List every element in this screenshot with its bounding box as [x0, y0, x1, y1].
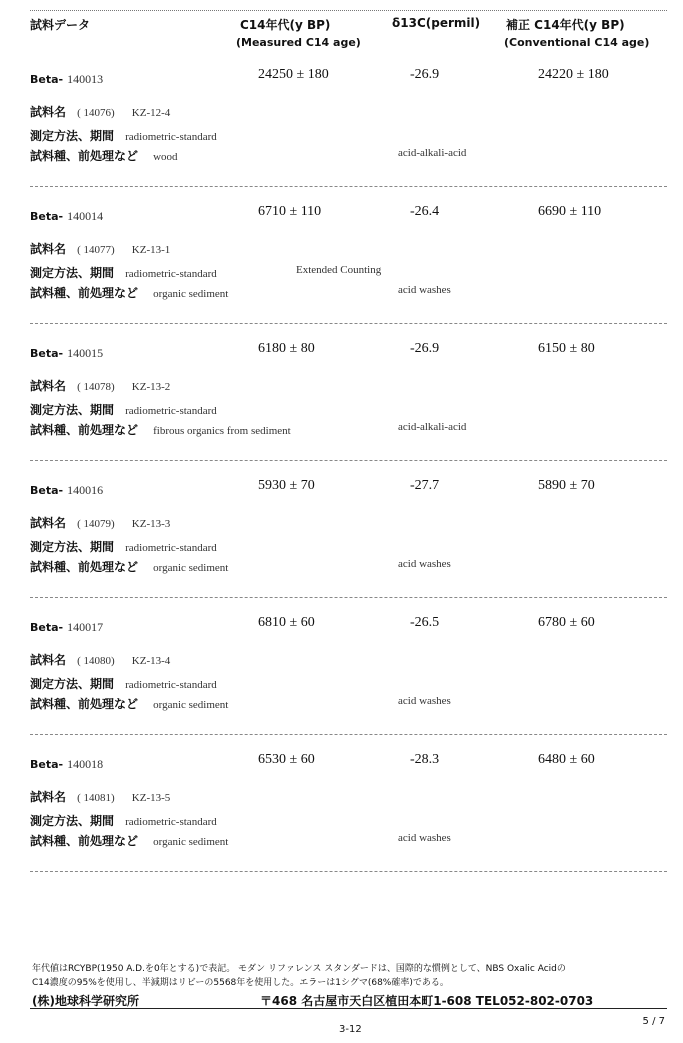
beta-code	[30, 616, 103, 635]
method-row	[30, 399, 217, 418]
material-value: fibrous organics from sediment	[153, 425, 291, 437]
conventional-age-error: 60	[580, 752, 595, 767]
plus-minus: ±	[569, 478, 578, 493]
sample-block	[0, 613, 683, 750]
measured-age-value: 24250	[258, 67, 293, 82]
company-address: 〒468 名古屋市天白区植田本町1-608 TEL052-802-0703	[260, 994, 594, 1008]
plus-minus: ±	[569, 615, 578, 630]
measured-age-error: 110	[300, 204, 322, 219]
conventional-age	[538, 615, 595, 631]
pretreatment-value: acid washes	[398, 832, 451, 844]
header-measured-age: C14年代(y BP)	[240, 18, 331, 32]
beta-prefix: Beta-	[30, 758, 64, 771]
material-value: organic sediment	[153, 836, 229, 848]
sample-name-label: 試料名	[30, 790, 67, 804]
sample-number: ( 14078)	[77, 381, 115, 393]
material-value: wood	[153, 151, 178, 163]
conventional-age-value: 6480	[538, 752, 566, 767]
sample-separator	[30, 186, 667, 187]
method-value: radiometric-standard	[125, 131, 217, 143]
measured-age-value: 5930	[258, 478, 286, 493]
sample-number: ( 14076)	[77, 107, 115, 119]
material-row	[30, 145, 178, 164]
beta-id: 140015	[67, 346, 104, 360]
measured-age-error: 180	[307, 67, 329, 82]
measured-age	[258, 615, 315, 631]
conventional-age-value: 5890	[538, 478, 566, 493]
beta-prefix: Beta-	[30, 484, 64, 497]
sample-block	[0, 202, 683, 339]
sample-number: ( 14079)	[77, 518, 115, 530]
top-rule	[30, 10, 667, 11]
sample-name-label: 試料名	[30, 105, 67, 119]
conventional-age-error: 80	[580, 341, 595, 356]
material-row	[30, 556, 228, 575]
method-value: radiometric-standard	[125, 405, 217, 417]
measured-age	[258, 341, 315, 357]
method-label: 測定方法、期間	[30, 814, 115, 828]
sample-code: KZ-13-5	[131, 792, 171, 804]
material-value: organic sediment	[153, 562, 229, 574]
header-delta13c: δ13C(permil)	[392, 16, 481, 30]
method-label: 測定方法、期間	[30, 540, 115, 554]
material-row	[30, 693, 228, 712]
page-number: 5 / 7	[642, 1016, 665, 1027]
method-row	[30, 262, 217, 281]
method-value: radiometric-standard	[125, 542, 217, 554]
method-row	[30, 536, 217, 555]
pretreatment-value: acid washes	[398, 284, 451, 296]
sample-separator	[30, 597, 667, 598]
sample-block	[0, 750, 683, 887]
material-row	[30, 282, 228, 301]
sample-code: KZ-12-4	[131, 107, 171, 119]
conventional-age	[538, 478, 595, 494]
sample-separator	[30, 460, 667, 461]
sample-code: KZ-13-3	[131, 518, 171, 530]
method-label: 測定方法、期間	[30, 403, 115, 417]
beta-code	[30, 479, 103, 498]
table-header	[0, 0, 683, 60]
conventional-age-error: 180	[587, 67, 609, 82]
material-value: organic sediment	[153, 699, 229, 711]
measured-age	[258, 752, 315, 768]
delta13c-value: -26.5	[410, 615, 440, 630]
material-row	[30, 830, 228, 849]
delta13c-value: -27.7	[410, 478, 440, 493]
conventional-age	[538, 341, 595, 357]
measured-age	[258, 67, 329, 83]
material-label: 試料種、前処理など	[30, 697, 139, 711]
sample-separator	[30, 323, 667, 324]
material-label: 試料種、前処理など	[30, 149, 139, 163]
material-label: 試料種、前処理など	[30, 423, 139, 437]
header-measured-age-en: (Measured C14 age)	[236, 36, 361, 49]
header-conventional-age: 補正 C14年代(y BP)	[506, 18, 625, 32]
beta-prefix: Beta-	[30, 347, 64, 360]
method-row	[30, 810, 217, 829]
measured-age-error: 70	[300, 478, 315, 493]
sample-code: KZ-13-4	[131, 655, 171, 667]
beta-id: 140016	[67, 483, 104, 497]
method-row	[30, 673, 217, 692]
sample-name-row	[30, 786, 170, 805]
material-label: 試料種、前処理など	[30, 286, 139, 300]
sample-name-row	[30, 375, 170, 394]
company-name: (株)地球科学研究所	[32, 994, 139, 1008]
footer-note-line1: 年代値はRCYBP(1950 A.D.を0年とする)で表記。 モダン リファレンス スタンダードは、国際的な慣例として、NBS Oxalic Acidの	[32, 964, 566, 974]
sample-name-label: 試料名	[30, 242, 67, 256]
material-value: organic sediment	[153, 288, 229, 300]
sample-number: ( 14081)	[77, 792, 115, 804]
sample-name-label: 試料名	[30, 379, 67, 393]
beta-id: 140014	[67, 209, 104, 223]
conventional-age-value: 6150	[538, 341, 566, 356]
sample-name-row	[30, 238, 170, 257]
beta-code	[30, 342, 103, 361]
beta-id: 140018	[67, 757, 104, 771]
beta-code	[30, 205, 103, 224]
sample-name-label: 試料名	[30, 653, 67, 667]
method-label: 測定方法、期間	[30, 129, 115, 143]
header-conventional-age-en: (Conventional C14 age)	[504, 36, 650, 49]
footer-rule	[30, 1008, 667, 1009]
plus-minus: ±	[289, 204, 298, 219]
plus-minus: ±	[289, 615, 298, 630]
sample-code: KZ-13-1	[131, 244, 171, 256]
footer-note	[32, 962, 672, 990]
pretreatment-value: acid-alkali-acid	[398, 147, 467, 159]
measured-age-value: 6530	[258, 752, 286, 767]
method-extra: Extended Counting	[296, 264, 382, 276]
measured-age-value: 6180	[258, 341, 286, 356]
method-row	[30, 125, 217, 144]
sample-name-row	[30, 649, 170, 668]
plus-minus: ±	[569, 341, 578, 356]
measured-age	[258, 478, 315, 494]
beta-id: 140017	[67, 620, 104, 634]
conventional-age	[538, 752, 595, 768]
delta13c-value: -26.4	[410, 204, 440, 219]
plus-minus: ±	[569, 752, 578, 767]
delta13c-value: -26.9	[410, 341, 440, 356]
conventional-age-error: 70	[580, 478, 595, 493]
plus-minus: ±	[296, 67, 305, 82]
conventional-age-value: 6780	[538, 615, 566, 630]
pretreatment-value: acid washes	[398, 695, 451, 707]
beta-id: 140013	[67, 72, 104, 86]
conventional-age-error: 110	[580, 204, 602, 219]
sample-code: KZ-13-2	[131, 381, 171, 393]
pretreatment-value: acid washes	[398, 558, 451, 570]
conventional-age-value: 24220	[538, 67, 573, 82]
delta13c-value: -28.3	[410, 752, 440, 767]
sample-name-row	[30, 512, 170, 531]
measured-age-error: 80	[300, 341, 315, 356]
pretreatment-value: acid-alkali-acid	[398, 421, 467, 433]
header-sample-data: 試料データ	[30, 18, 91, 32]
conventional-age-error: 60	[580, 615, 595, 630]
plus-minus: ±	[576, 67, 585, 82]
material-label: 試料種、前処理など	[30, 834, 139, 848]
sample-block	[0, 476, 683, 613]
footer-note-line2: C14濃度の95%を使用し、半減期はリビーの5568年を使用した。エラーは1シグマ(68%確率)である。	[32, 978, 449, 988]
measured-age-error: 60	[300, 752, 315, 767]
measured-age	[258, 204, 321, 220]
material-label: 試料種、前処理など	[30, 560, 139, 574]
sample-name-row	[30, 101, 170, 120]
plus-minus: ±	[289, 478, 298, 493]
beta-prefix: Beta-	[30, 210, 64, 223]
method-value: radiometric-standard	[125, 679, 217, 691]
plus-minus: ±	[289, 341, 298, 356]
delta13c-value: -26.9	[410, 67, 440, 82]
sample-block	[0, 65, 683, 202]
plus-minus: ±	[569, 204, 578, 219]
material-row	[30, 419, 291, 438]
sample-block	[0, 339, 683, 476]
measured-age-value: 6710	[258, 204, 286, 219]
beta-code	[30, 753, 103, 772]
method-label: 測定方法、期間	[30, 266, 115, 280]
method-value: radiometric-standard	[125, 268, 217, 280]
method-label: 測定方法、期間	[30, 677, 115, 691]
sample-number: ( 14077)	[77, 244, 115, 256]
plus-minus: ±	[289, 752, 298, 767]
beta-prefix: Beta-	[30, 73, 64, 86]
sample-separator	[30, 734, 667, 735]
conventional-age-value: 6690	[538, 204, 566, 219]
beta-code	[30, 68, 103, 87]
sample-name-label: 試料名	[30, 516, 67, 530]
page-reference: 3-12	[339, 1024, 362, 1035]
measured-age-value: 6810	[258, 615, 286, 630]
conventional-age	[538, 67, 609, 83]
sample-number: ( 14080)	[77, 655, 115, 667]
method-value: radiometric-standard	[125, 816, 217, 828]
beta-prefix: Beta-	[30, 621, 64, 634]
measured-age-error: 60	[300, 615, 315, 630]
sample-separator	[30, 871, 667, 872]
conventional-age	[538, 204, 601, 220]
